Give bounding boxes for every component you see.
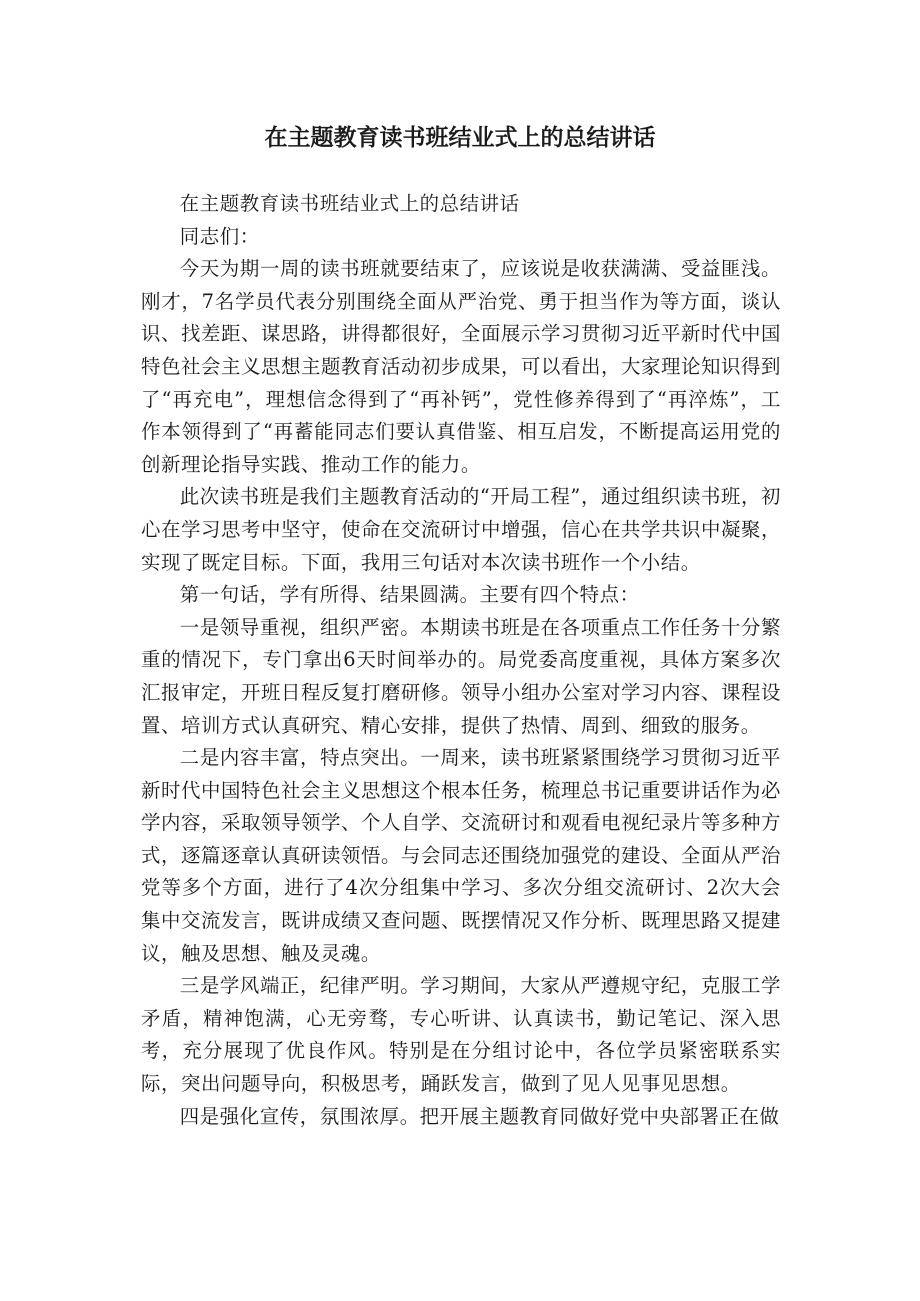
body-paragraph: 此次读书班是我们主题教育活动的“开局工程”，通过组织读书班，初心在学习思考中坚守，使命在交流研讨中增强，信心在共学共识中凝聚，实现了既定目标。下面，我用三句话对本次读书班作一个小结。 [141, 485, 781, 574]
document-body [141, 188, 781, 1133]
body-paragraph: 一是领导重视，组织严密。本期读书班是在各项重点工作任务十分繁重的情况下，专门拿出6天时间举办的。局党委高度重视，具体方案多次汇报审定，开班日程反复打磨研修。领导小组办公室对学习内容、课程设置、培训方式认真研究、精心安排，提供了热情、周到、细致的服务。 [141, 615, 781, 737]
body-paragraph: 三是学风端正，纪律严明。学习期间，大家从严遵规守纪，克服工学矛盾，精神饱满，心无旁骛，专心听讲、认真读书，勤记笔记、深入思考，充分展现了优良作风。特别是在分组讨论中，各位学员紧密联系实际，突出问题导向，积极思考，踊跃发言，做到了见人见事见思想。 [141, 974, 781, 1096]
body-paragraph: 今天为期一周的读书班就要结束了，应该说是收获满满、受益匪浅。刚才，7名学员代表分别围绕全面从严治党、勇于担当作为等方面，谈认识、找差距、谋思路，讲得都很好，全面展示学习贯彻习近平新时代中国特色社会主义思想主题教育活动初步成果，可以看出，大家理论知识得到了“再充电”，理想信念得到了“再补钙”，党性修养得到了“再淬炼”，工作本领得到了“再蓄能同志们要认真借鉴、相互启发，不断提高运用党的创新理论指导实践、推动工作的能力。 [141, 257, 781, 476]
body-paragraph: 二是内容丰富，特点突出。一周来，读书班紧紧围绕学习贯彻习近平新时代中国特色社会主义思想这个根本任务，梳理总书记重要讲话作为必学内容，采取领导领学、个人自学、交流研讨和观看电视纪录片等多种方式，逐篇逐章认真研读领悟。与会同志还围绕加强党的建设、全面从严治党等多个方面，进行了4次分组集中学习、多次分组交流研讨、2次大会集中交流发言，既讲成绩又查问题、既摆情况又作分析、既理思路又提建议，触及思想、触及灵魂。 [141, 746, 781, 965]
body-paragraph: 四是强化宣传，氛围浓厚。把开展主题教育同做好党中央部署正在做 [179, 1104, 780, 1128]
subtitle-paragraph: 在主题教育读书班结业式上的总结讲话 [179, 192, 520, 215]
salutation-paragraph: 同志们： [179, 224, 260, 248]
document-title: 在主题教育读书班结业式上的总结讲话 [264, 125, 656, 151]
section-heading-paragraph: 第一句话，学有所得、结果圆满。主要有四个特点： [179, 583, 640, 607]
